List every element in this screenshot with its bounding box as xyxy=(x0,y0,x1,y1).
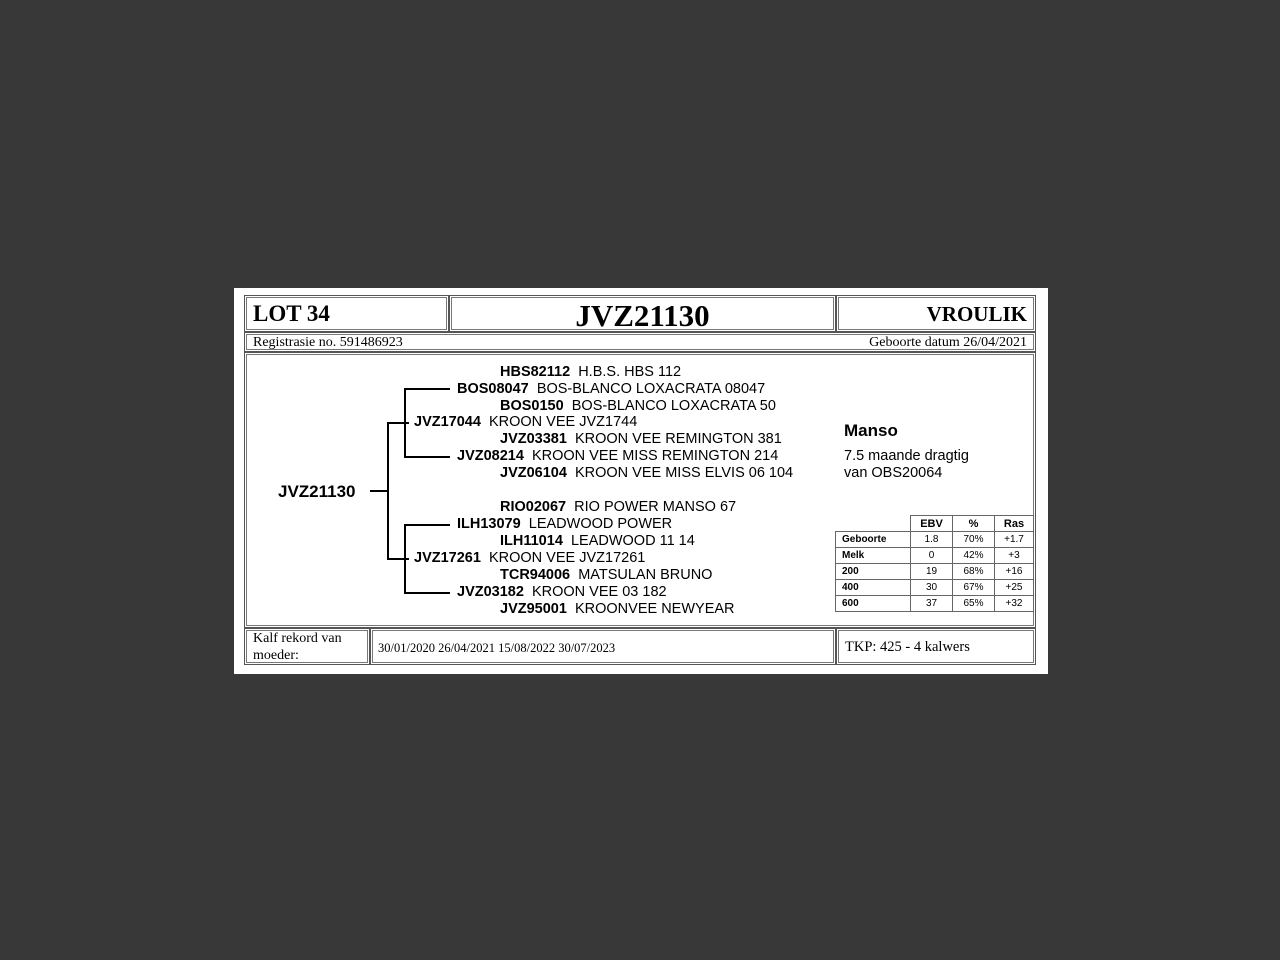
pedigree-sire-sire-dam: BOS0150 BOS-BLANCO LOXACRATA 50 xyxy=(500,398,776,414)
animal-tag: JVZ21130 xyxy=(575,298,710,333)
calf-record-label-box xyxy=(244,628,370,665)
sex-box xyxy=(836,295,1036,332)
calf-record-label-2: moeder: xyxy=(253,648,299,663)
pedigree-animal: JVZ21130 xyxy=(278,482,356,501)
table-row: Melk 0 42% +3 xyxy=(836,548,1034,564)
ebv-header-ras: Ras xyxy=(995,516,1034,532)
pedigree-dam-dam-dam: JVZ95001 KROONVEE NEWYEAR xyxy=(500,601,735,617)
pedigree-dam-dam: JVZ03182 KROON VEE 03 182 xyxy=(457,584,667,600)
calf-dates: 30/01/2020 26/04/2021 15/08/2022 30/07/2023 xyxy=(378,641,616,655)
ebv-header-ebv: EBV xyxy=(911,516,953,532)
pedigree-dam: JVZ17261 KROON VEE JVZ17261 xyxy=(414,550,646,566)
registration-number: Registrasie no. 591486923 xyxy=(253,335,403,350)
calf-record-label-1: Kalf rekord van xyxy=(253,631,342,646)
calf-dates-box xyxy=(370,628,836,665)
ebv-table xyxy=(835,515,1034,612)
birth-date: Geboorte datum 26/04/2021 xyxy=(869,335,1027,350)
ebv-header-row xyxy=(836,516,1034,532)
pedigree-dam-dam-sire: TCR94006 MATSULAN BRUNO xyxy=(500,567,713,583)
pedigree-dam-sire: ILH13079 LEADWOOD POWER xyxy=(457,516,673,532)
pedigree-sire-dam: JVZ08214 KROON VEE MISS REMINGTON 214 xyxy=(457,448,779,464)
notes-line-2: van OBS20064 xyxy=(844,465,943,481)
pedigree-dam-sire-dam: ILH11014 LEADWOOD 11 14 xyxy=(500,533,695,549)
pedigree-sire-dam-dam: JVZ06104 KROON VEE MISS ELVIS 06 104 xyxy=(500,465,794,481)
tkp-value: TKP: 425 - 4 kalwers xyxy=(845,639,970,655)
pedigree-dam-sire-sire: RIO02067 RIO POWER MANSO 67 xyxy=(500,499,737,515)
lot-box xyxy=(244,295,449,332)
notes-title: Manso xyxy=(844,421,898,440)
lot-card xyxy=(234,288,1048,674)
pedigree-sire-sire: BOS08047 BOS-BLANCO LOXACRATA 08047 xyxy=(457,381,766,397)
table-row: 200 19 68% +16 xyxy=(836,564,1034,580)
pedigree-sire: JVZ17044 KROON VEE JVZ1744 xyxy=(414,414,638,430)
lot-number: LOT 34 xyxy=(253,301,330,326)
tag-box xyxy=(449,295,836,332)
pedigree-sire-sire-sire: HBS82112 H.B.S. HBS 112 xyxy=(500,364,682,380)
table-row: 600 37 65% +32 xyxy=(836,596,1034,612)
table-row: Geboorte 1.8 70% +1.7 xyxy=(836,532,1034,548)
ebv-header-pct: % xyxy=(953,516,995,532)
notes-line-1: 7.5 maande dragtig xyxy=(844,448,969,464)
tkp-box xyxy=(836,628,1036,665)
animal-sex: VROULIK xyxy=(926,302,1027,326)
registration-row xyxy=(244,332,1036,352)
pedigree-sire-dam-sire: JVZ03381 KROON VEE REMINGTON 381 xyxy=(500,431,782,447)
table-row: 400 30 67% +25 xyxy=(836,580,1034,596)
